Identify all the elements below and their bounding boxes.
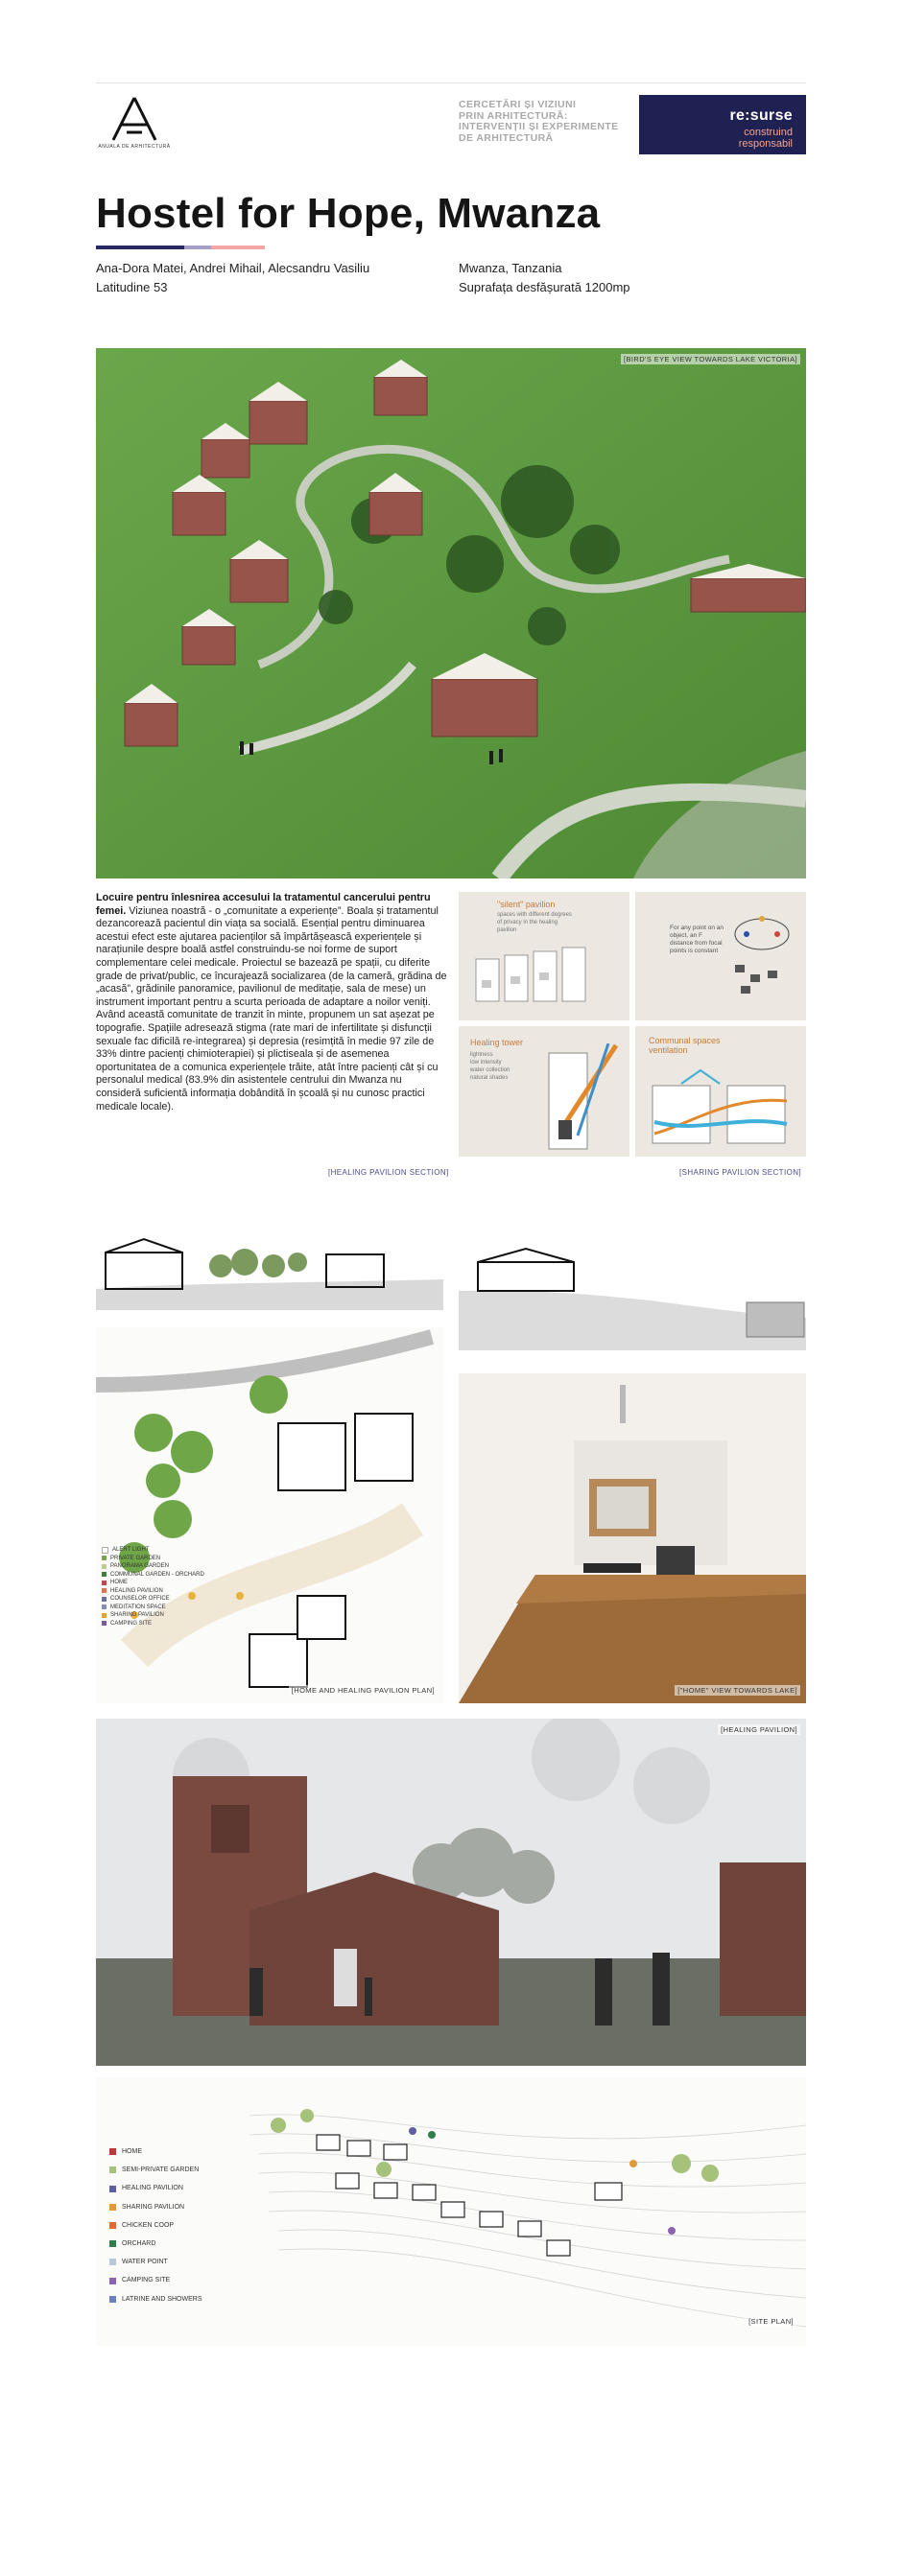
- project-meta-right: [459, 259, 804, 297]
- panel-silent-pavilion: [459, 892, 629, 1020]
- site-legend-item: [109, 2179, 202, 2197]
- healing-render-caption: [HEALING PAVILION]: [718, 1724, 800, 1735]
- legend-label: HEALING PAVILION: [110, 1587, 163, 1594]
- legend-label: SHARING PAVILION: [122, 2203, 185, 2211]
- description-body: Viziunea noastră - o „comunitate a experiențe”. Boala și tratamentul dezancorează pacientul din viața sa socială. Esențial pentru diminuarea acestui efect este ajutarea pacienților să împărtășească experiențele și narațiunile despre boală astfel construindu-se noi forme de suport complementare celei medicale. Proiectul se bazează pe spații, cu diferite grade de privat/public, ce încurajează socializarea (de la cameră, grădina de „acasă”, grădinile panoramice, pavilionul de meditație, sala de mese) un instrument important pentru a scurta perioada de adaptare a noilor veniți. Având această comunitate de tranzit în minte, propunem un sat așezat pe topografie. Spațiile adresează stigma (rate mari de infertilitate și disfuncții sexuale fac dificilă re-integrarea) și depresia (resimțită în medie 97 zile de 33% dintre pacienți chimioterapiei) și plictiseala și de asemenea oportunitatea de a comunica experiențele trăite, atât între pacienți cât și cu personalul medical (83.9% din asistentele centrului din Mwanza nu consideră suficientă informația dobândită în școală și nu cunosc practici medicale locale).: [96, 904, 447, 1112]
- panel-tower-text: lightness low intensity water collection natural shades: [470, 1052, 510, 1081]
- brand-name: re:surse: [729, 107, 793, 124]
- legend-swatch: [102, 1613, 107, 1618]
- sharing-pavilion-section: [459, 1243, 806, 1350]
- legend-swatch: [102, 1604, 107, 1609]
- legend-swatch: [109, 2222, 116, 2229]
- legend-label: PRIVATE GARDEN: [110, 1555, 161, 1561]
- legend-label: HOME: [122, 2148, 142, 2155]
- site-legend-item: [109, 2290, 202, 2308]
- legend-label: LATRINE AND SHOWERS: [122, 2295, 202, 2303]
- aerial-tag: [BIRD'S EYE VIEW TOWARDS LAKE VICTORIA]: [621, 354, 800, 364]
- logo-a-icon: [107, 96, 161, 142]
- site-plan: [96, 2077, 806, 2346]
- ventilation-diagram: [643, 1066, 798, 1153]
- legend-label: CAMPING SITE: [110, 1620, 153, 1627]
- project-authors: Ana-Dora Matei, Andrei Mihail, Alecsandru Vasiliu: [96, 261, 370, 275]
- plan-legend-item: [102, 1555, 204, 1563]
- project-area: Suprafața desfășurată 1200mp: [459, 280, 630, 294]
- healing-tower-diagram: [520, 1043, 626, 1153]
- panel-ventilation-title: Communal spaces ventilation: [649, 1036, 721, 1055]
- site-legend-item: [109, 2143, 202, 2161]
- plan-legend-item: [102, 1611, 204, 1620]
- project-location: Mwanza, Tanzania: [459, 261, 562, 275]
- legend-label: CHICKEN COOP: [122, 2221, 175, 2229]
- resurse-brand: [639, 95, 806, 154]
- accent-stripe-pink: [211, 246, 265, 249]
- project-description: [96, 892, 449, 1113]
- panel-silent-title: "silent" pavilion: [497, 900, 556, 909]
- project-meta-left: [96, 259, 441, 297]
- accent-stripe-lavender: [184, 246, 211, 249]
- project-coordinates: Latitudine 53: [96, 280, 168, 294]
- plan-legend-item: [102, 1620, 204, 1628]
- legend-label: SHARING PAVILION: [110, 1612, 164, 1618]
- aerial-render: [96, 348, 806, 878]
- site-legend-item: [109, 2253, 202, 2271]
- home-plan-caption: [HOME AND HEALING PAVILION PLAN]: [289, 1685, 438, 1696]
- project-title: Hostel for Hope, Mwanza: [96, 190, 601, 237]
- concept-panels: [459, 892, 806, 1157]
- legend-swatch: [102, 1588, 107, 1593]
- site-legend-item: [109, 2161, 202, 2179]
- legend-swatch: [109, 2148, 116, 2155]
- legend-swatch: [102, 1621, 107, 1626]
- legend-swatch: [109, 2204, 116, 2211]
- legend-label: PANORAMA GARDEN: [110, 1563, 169, 1569]
- brand-tagline: construind responsabil: [738, 127, 793, 150]
- legend-swatch: [109, 2166, 116, 2173]
- legend-swatch: [102, 1564, 107, 1569]
- healing-pavilion-section: [96, 1233, 443, 1310]
- plan-legend-item: [102, 1562, 204, 1571]
- legend-label: HEALING PAVILION: [122, 2185, 183, 2192]
- legend-swatch: [109, 2186, 116, 2192]
- top-divider: [96, 82, 806, 83]
- plan-legend-item: [102, 1579, 204, 1587]
- panel-focal-text: For any point on an object, an F distance from focal points is constant: [670, 925, 724, 954]
- series-title: CERCETĂRI ȘI VIZIUNI PRIN ARHITECTURĂ: INTERVENȚII ȘI EXPERIMENTE DE ARHITECTURĂ: [459, 99, 619, 144]
- site-legend: [109, 2143, 202, 2308]
- home-healing-plan: [96, 1327, 443, 1703]
- legend-label: ALERT LIGHT: [112, 1547, 150, 1553]
- site-legend-item: [109, 2216, 202, 2235]
- legend-swatch: [102, 1547, 108, 1554]
- healing-pavilion-render: [96, 1719, 806, 2066]
- panel-healing-tower: [459, 1026, 629, 1157]
- panel-silent-text: spaces with different degrees of privacy in the healing pavilion: [497, 912, 572, 933]
- plan-legend-item: [102, 1571, 204, 1580]
- legend-label: COUNSELOR OFFICE: [110, 1596, 170, 1602]
- plan-legend-item: [102, 1546, 204, 1555]
- legend-label: CAMPING SITE: [122, 2277, 171, 2284]
- plan-legend-item: [102, 1604, 204, 1612]
- logo-caption: ANUALA DE ARHITECTURĂ: [98, 144, 171, 150]
- sharing-section-caption: [SHARING PAVILION SECTION]: [679, 1168, 802, 1177]
- site-plan-caption: [SITE PLAN]: [746, 2316, 796, 2327]
- legend-swatch: [109, 2240, 116, 2247]
- legend-label: WATER POINT: [122, 2259, 168, 2266]
- legend-label: MEDITATION SPACE: [110, 1604, 166, 1610]
- panel-ventilation: [635, 1026, 806, 1157]
- panel-tower-title: Healing tower: [470, 1038, 524, 1047]
- healing-section-caption: [HEALING PAVILION SECTION]: [328, 1168, 449, 1177]
- legend-label: ORCHARD: [122, 2240, 156, 2248]
- legend-swatch: [109, 2296, 116, 2303]
- focal-points-diagram: [712, 907, 804, 1013]
- legend-swatch: [102, 1556, 107, 1560]
- plan-legend-item: [102, 1587, 204, 1596]
- legend-label: SEMI-PRIVATE GARDEN: [122, 2166, 200, 2174]
- legend-swatch: [109, 2278, 116, 2284]
- silent-pavilion-diagram: [472, 942, 616, 1009]
- site-legend-item: [109, 2271, 202, 2289]
- legend-label: COMMUNAL GARDEN - ORCHARD: [110, 1571, 204, 1578]
- legend-swatch: [102, 1581, 107, 1585]
- home-view-render: [459, 1373, 806, 1703]
- description-lead: Locuire pentru înlesnirea accesului la tratamentul cancerului pentru femei.: [96, 892, 431, 917]
- legend-label: HOME: [110, 1580, 128, 1585]
- legend-swatch: [102, 1597, 107, 1602]
- plan-legend: [102, 1546, 204, 1628]
- site-legend-item: [109, 2235, 202, 2253]
- plan-legend-item: [102, 1595, 204, 1604]
- home-view-caption: ["HOME" VIEW TOWARDS LAKE]: [675, 1685, 800, 1696]
- legend-swatch: [109, 2259, 116, 2265]
- site-legend-item: [109, 2198, 202, 2216]
- panel-focal-points: [635, 892, 806, 1020]
- anuala-logo: [96, 96, 173, 159]
- accent-stripe-navy: [96, 246, 184, 249]
- legend-swatch: [102, 1572, 107, 1577]
